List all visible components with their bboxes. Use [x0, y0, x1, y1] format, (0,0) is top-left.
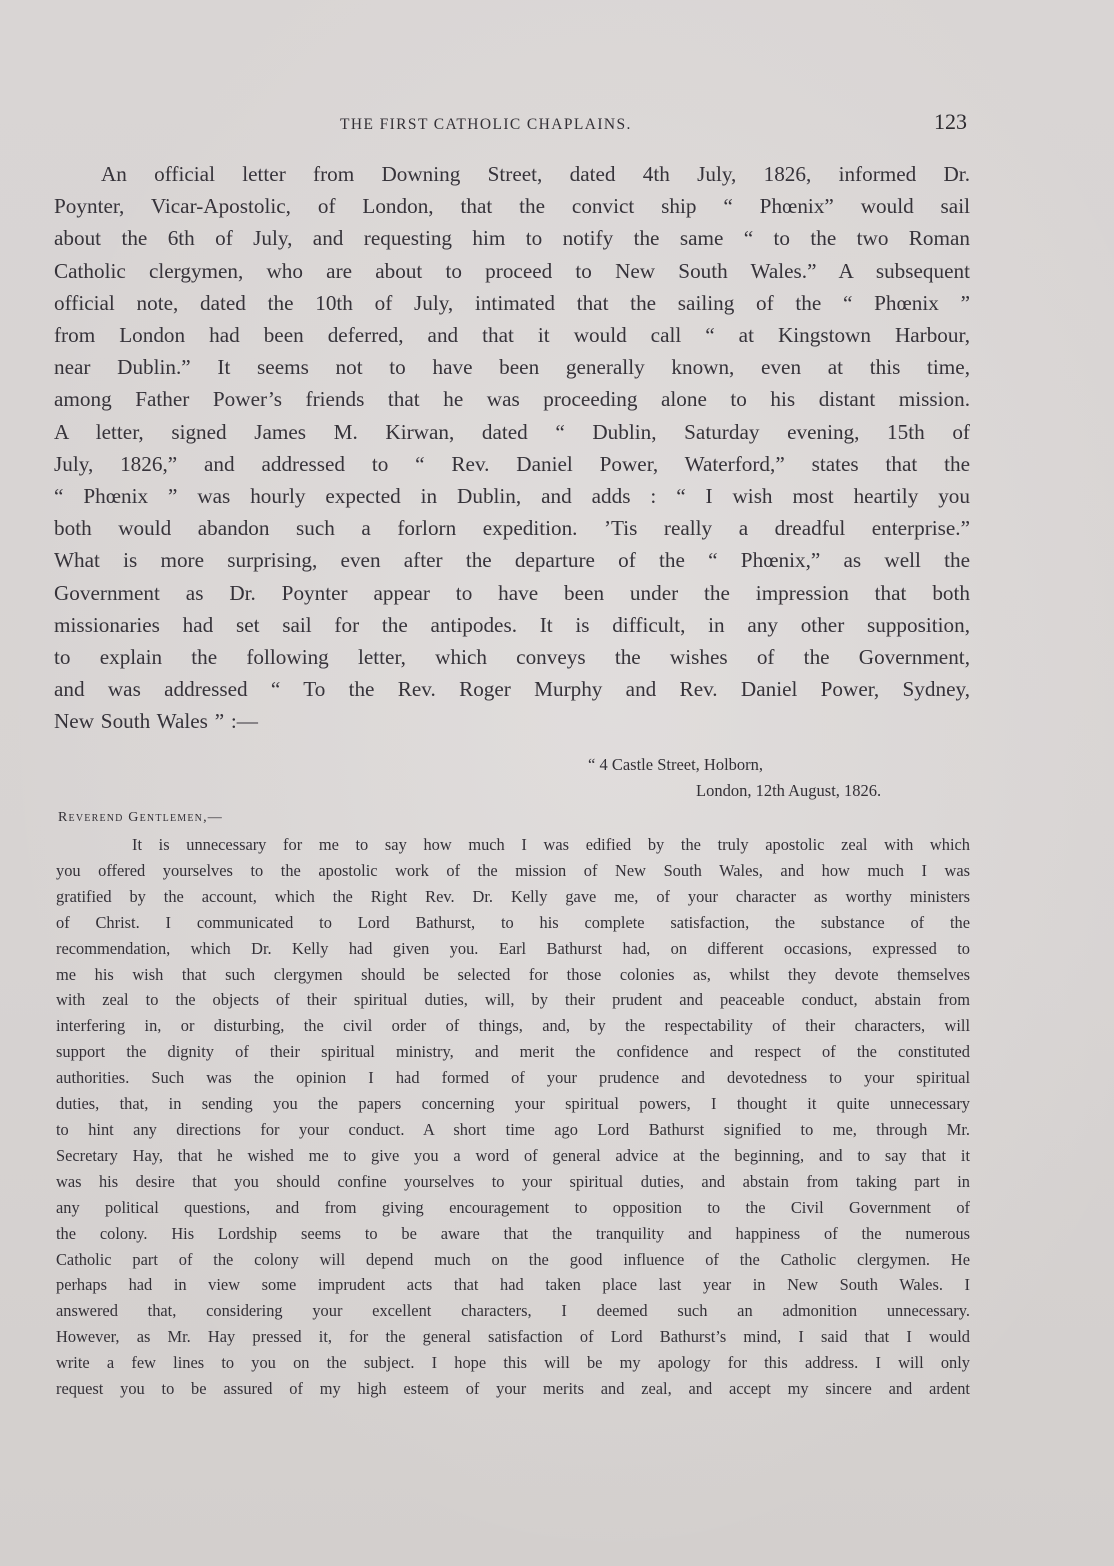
letter-line: to hint any directions for your conduct. A short time ago Lord Bathurst signified to me, through Mr.	[56, 1119, 970, 1139]
narrative-paragraph	[54, 158, 970, 738]
page-number: 123	[934, 109, 967, 134]
letter-line: write a few lines to you on the subject. I hope this will be my apology for this address. I will only	[56, 1353, 970, 1373]
letter-line: answered that, considering your excellent characters, I deemed such an admonition unnecessary.	[56, 1301, 970, 1321]
paragraph-line: about the 6th of July, and requesting him to notify the same “ to the two Roman	[54, 226, 970, 251]
address-date-line: London, 12th August, 1826.	[696, 781, 882, 800]
letter-line: recommendation, which Dr. Kelly had given you. Earl Bathurst had, on different occasions, expressed to	[56, 938, 970, 958]
letter-salutation: Reverend Gentlemen,—	[58, 810, 223, 825]
letter-line: of Christ. I communicated to Lord Bathurst, to his complete satisfaction, the substance of the	[56, 912, 970, 932]
paragraph-line: What is more surprising, even after the departure of the “ Phœnix,” as well the	[54, 548, 970, 573]
paragraph-line: Poynter, Vicar-Apostolic, of London, that the convict ship “ Phœnix” would sail	[54, 194, 970, 219]
paragraph-line: near Dublin.” It seems not to have been generally known, even at this time,	[54, 355, 970, 380]
paragraph-line: official note, dated the 10th of July, intimated that the sailing of the “ Phœnix ”	[54, 290, 970, 315]
letter-line: It is unnecessary for me to say how much I was edified by the truly apostolic zeal with which	[132, 835, 970, 854]
address-line: “ 4 Castle Street, Holborn,	[588, 755, 764, 774]
letter-line: request you to be assured of my high esteem of your merits and zeal, and accept my sincere and ardent	[56, 1379, 970, 1399]
letter-line: with zeal to the objects of their spiritual duties, will, by their prudent and peaceable conduct, abstain from	[56, 990, 970, 1010]
paragraph-line: to explain the following letter, which conveys the wishes of the Government,	[54, 645, 970, 670]
paragraph-line: A letter, signed James M. Kirwan, dated “ Dublin, Saturday evening, 15th of	[54, 419, 970, 444]
paragraph-line: from London had been deferred, and that it would call “ at Kingstown Harbour,	[54, 323, 970, 348]
paragraph-line: An official letter from Downing Street, dated 4th July, 1826, informed Dr.	[101, 162, 970, 186]
letter-line: you offered yourselves to the apostolic work of the mission of New South Wales, and how much I was	[56, 860, 970, 880]
letter-line: gratified by the account, which the Right Rev. Dr. Kelly gave me, of your character as worthy ministers	[56, 886, 970, 906]
letter-line: me his wish that such clergymen should be selected for those colonies as, whilst they devote themselves	[56, 964, 970, 984]
paragraph-line: among Father Power’s friends that he was proceeding alone to his distant mission.	[54, 387, 970, 412]
letter-line: the colony. His Lordship seems to be aware that the tranquility and happiness of the numerous	[56, 1223, 970, 1243]
letter-line: Catholic part of the colony will depend much on the good influence of the Catholic clergymen. He	[56, 1249, 970, 1269]
letter-line: perhaps had in view some imprudent acts that had taken place last year in New South Wales. I	[56, 1275, 970, 1295]
paragraph-line: July, 1826,” and addressed to “ Rev. Daniel Power, Waterford,” states that the	[54, 451, 970, 476]
letter-line: authorities. Such was the opinion I had formed of your prudence and devotedness to your spiritual	[56, 1068, 970, 1088]
letter-line: was his desire that you should confine yourselves to your spiritual duties, and abstain from taking part in	[56, 1171, 970, 1191]
running-title: THE FIRST CATHOLIC CHAPLAINS.	[340, 116, 632, 133]
letter-line: any political questions, and from giving encouragement to opposition to the Civil Government of	[56, 1197, 970, 1217]
paragraph-line: New South Wales ” :—	[54, 709, 258, 734]
letter-line: duties, that, in sending you the papers concerning your spiritual powers, I thought it quite unnecessary	[56, 1094, 970, 1114]
paragraph-line: Government as Dr. Poynter appear to have been under the impression that both	[54, 580, 970, 605]
paragraph-line: and was addressed “ To the Rev. Roger Murphy and Rev. Daniel Power, Sydney,	[54, 677, 970, 702]
letter-body	[56, 832, 970, 1402]
letter-line: However, as Mr. Hay pressed it, for the general satisfaction of Lord Bathurst’s mind, I said that I would	[56, 1327, 970, 1347]
paragraph-line: “ Phœnix ” was hourly expected in Dublin, and adds : “ I wish most heartily you	[54, 484, 970, 509]
letter-line: support the dignity of their spiritual ministry, and merit the confidence and respect of the constituted	[56, 1042, 970, 1062]
letter-line: Secretary Hay, that he wished me to give you a word of general advice at the beginning, and to say that it	[56, 1145, 970, 1165]
letter-address	[588, 752, 948, 804]
paragraph-line: both would abandon such a forlorn expedition. ’Tis really a dreadful enterprise.”	[54, 516, 970, 541]
paragraph-line: missionaries had set sail for the antipodes. It is difficult, in any other supposition,	[54, 612, 970, 637]
letter-line: interfering in, or disturbing, the civil order of things, and, by the respectability of their characters, will	[56, 1016, 970, 1036]
paragraph-line: Catholic clergymen, who are about to proceed to New South Wales.” A subsequent	[54, 258, 970, 283]
